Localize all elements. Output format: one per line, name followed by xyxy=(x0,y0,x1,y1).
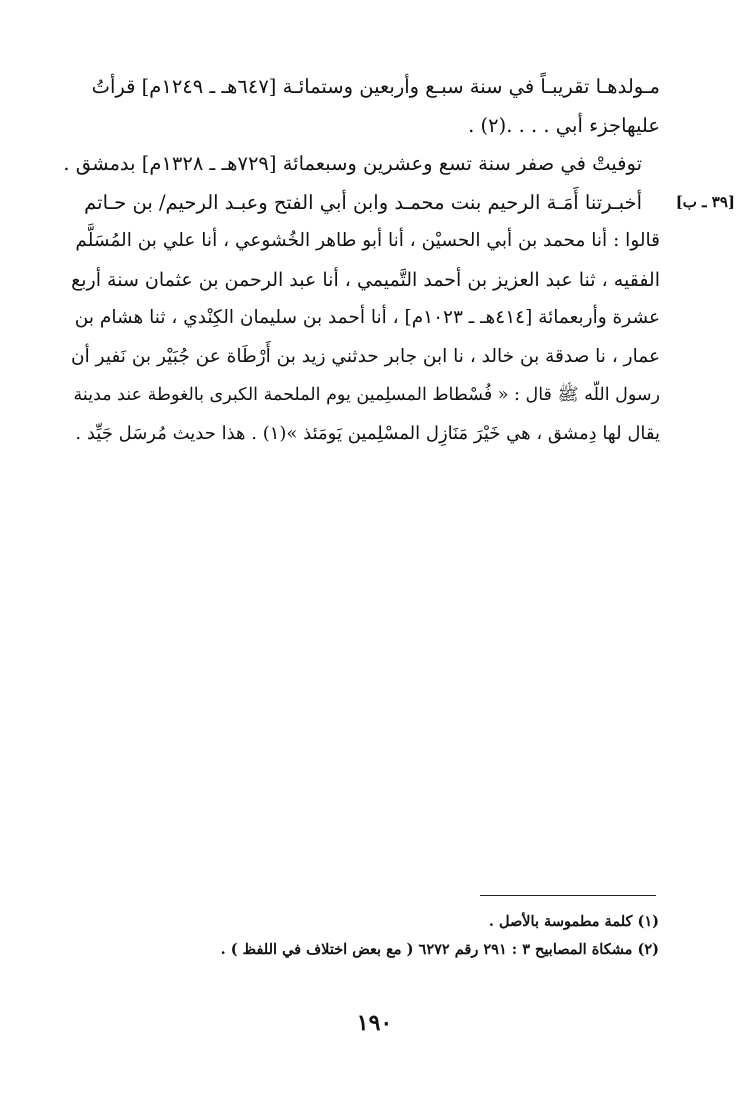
footnote-divider xyxy=(480,895,656,896)
text-line: الفقيه ، ثنا عبد العزيز بن أحمد التَّميمي ، أنا عبد الرحمن بن عثمان سنة أربع xyxy=(71,268,660,291)
text-line: عشرة وأربعمائة [٤١٤هـ ـ ١٠٢٣م] ، أنا أحمد بن سليمان الكِنْدي ، ثنا هشام بن xyxy=(74,307,660,328)
footnote-2: (٢) مشكاة المصابيح ٣ : ٢٩١ رقم ٦٢٧٢ ( مع بعض اختلاف في اللفظ ) . xyxy=(220,941,659,958)
page-number: ١٩٠ xyxy=(356,1010,393,1036)
text-line: رسول اللّه ﷺ قال : « فُسْطاط المسلِمين يوم الملحمة الكبرى بالغوطة عند مدينة xyxy=(73,385,660,405)
text-line: أخبـرتنا أَمَـة الرحيم بنت محمـد وابن أبي الفتح وعبـد الرحيم/ بن حـاتم xyxy=(84,190,642,214)
text-line: مـولدهـا تقريبـاً في سنة سبـع وأربعين وستمائـة [٦٤٧هـ ـ ١٢٤٩م] قرأتُ xyxy=(91,75,660,98)
text-line: قالوا : أنا محمد بن أبي الحسيْن ، أنا أبو طاهر الخُشوعي ، أنا علي بن المُسَلَّم xyxy=(75,230,660,251)
text-line: يقال لها دِمشق ، هي خَيْرَ مَنَازِل المسْلِمين يَومَئذ »(١) . هذا حديث مُرسَل جَيِّد . xyxy=(75,422,660,444)
text-line: عمار ، نا صدقة بن خالد ، نا ابن جابر حدثني زيد بن أَرْطَاة عن جُبَيْر بن نَفير أن xyxy=(71,345,660,367)
footnotes xyxy=(139,908,659,964)
footnote-1: (١) كلمة مطموسة بالأصل . xyxy=(488,913,659,930)
main-text xyxy=(62,68,660,453)
text-line: توفيتْ في صفر سنة تسع وعشرين وسبعمائة [٧٢٩هـ ـ ١٣٢٨م] بدمشق . xyxy=(63,152,642,175)
text-line: عليهاجزء أبي . . . .(٢) . xyxy=(468,113,660,137)
manuscript-folio-marker: [٣٩ ـ ب] xyxy=(675,193,735,211)
